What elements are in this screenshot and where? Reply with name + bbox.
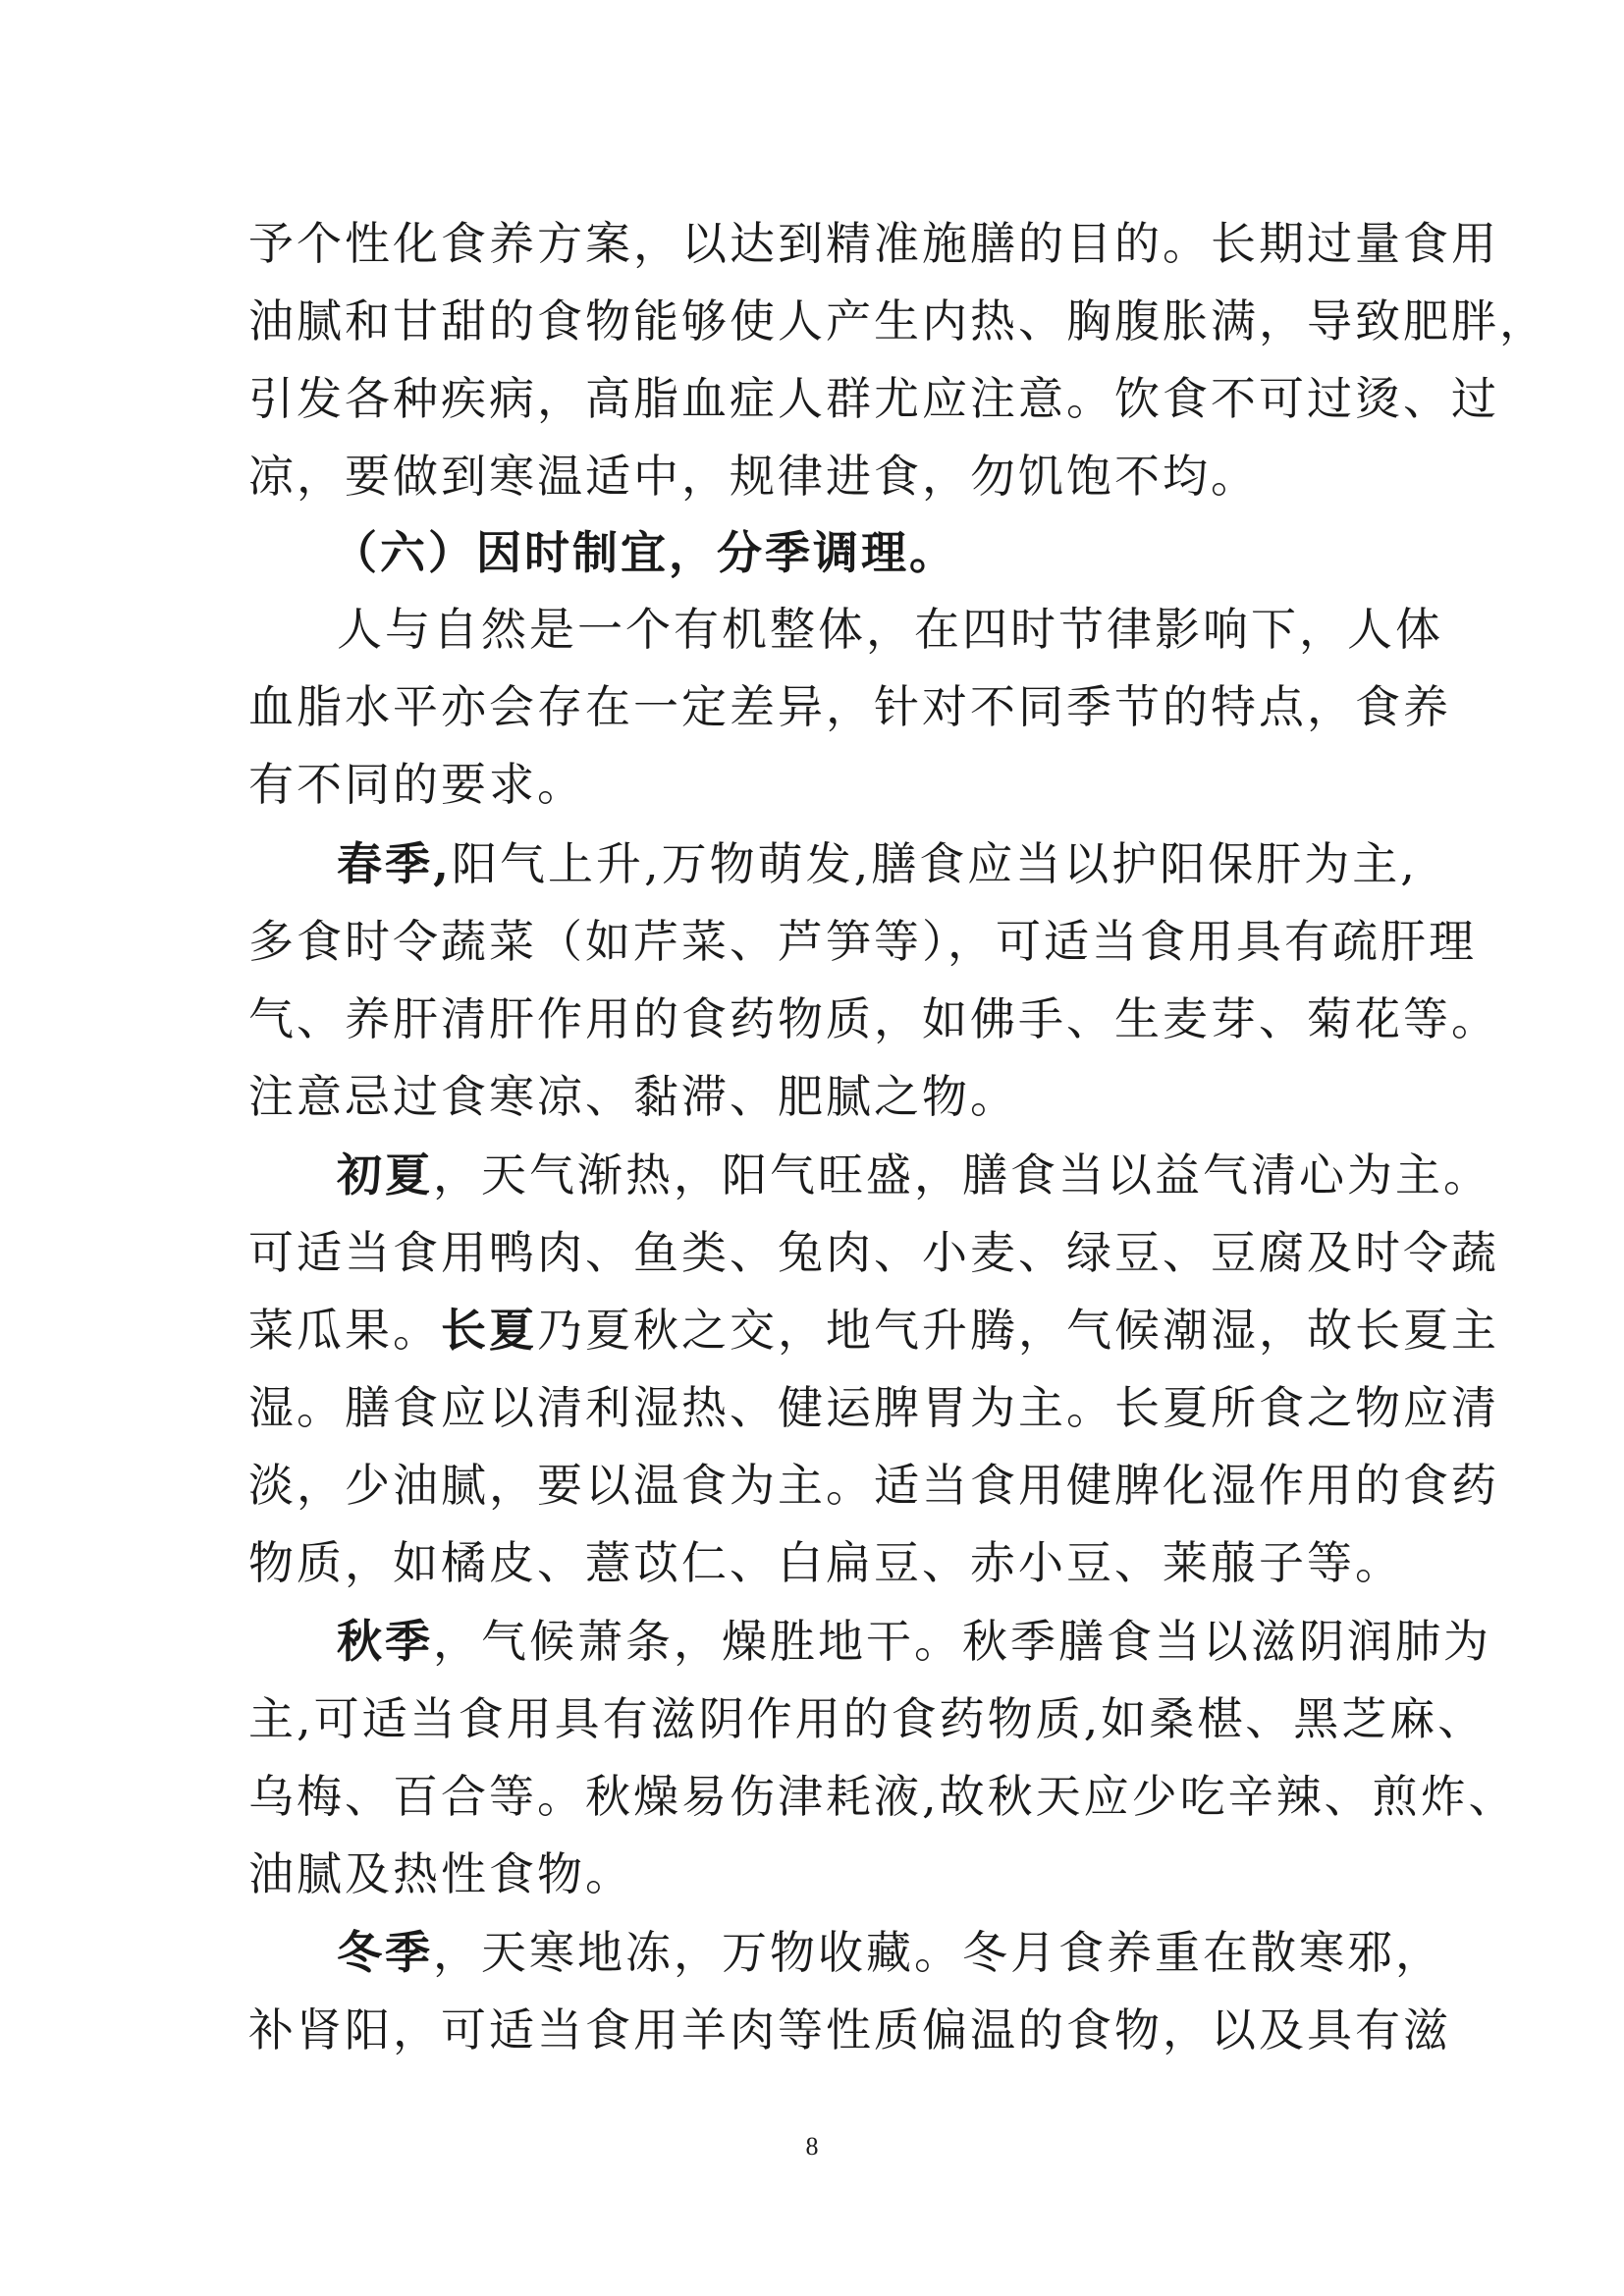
season-term-spring: 春季, [337,837,453,890]
paragraph-line: 血脂水平亦会存在一定差异，针对不同季节的特点，食养 [248,680,1451,733]
page-number: 8 [805,2132,819,2161]
season-term-autumn: 秋季 [337,1615,433,1668]
paragraph-text: 阳气上升,万物萌发,膳食应当以护阳保肝为主, [452,837,1418,890]
paragraph-line: 有不同的要求。 [248,758,585,811]
paragraph-line: 乌梅、百合等。秋燥易伤津耗液,故秋天应少吃辛辣、煎炸、 [248,1770,1517,1823]
paragraph-text: 乃夏秋之交，地气升腾，气候潮湿，故长夏主 [537,1304,1499,1357]
paragraph-line: 物质，如橘皮、薏苡仁、白扁豆、赤小豆、莱菔子等。 [248,1536,1403,1589]
paragraph-line: 引发各种疾病，高脂血症人群尤应注意。饮食不可过烫、过 [248,372,1499,425]
paragraph-line: 湿。膳食应以清利湿热、健运脾胃为主。长夏所食之物应清 [248,1381,1499,1434]
paragraph-line: 可适当食用鸭肉、鱼类、兔肉、小麦、绿豆、豆腐及时令蔬 [248,1226,1499,1279]
paragraph-line: 予个性化食养方案，以达到精准施膳的目的。长期过量食用 [248,217,1499,270]
paragraph-text: ，天寒地冻，万物收藏。冬月食养重在散寒邪， [433,1926,1443,1979]
paragraph-line: 人与自然是一个有机整体，在四时节律影响下，人体 [337,603,1443,656]
paragraph-line [337,1612,1491,1671]
paragraph-line: 油腻和甘甜的食物能够使人产生内热、胸腹胀满，导致肥胖， [248,294,1547,347]
paragraph-line: 淡，少油腻，要以温食为主。适当食用健脾化湿作用的食药 [248,1459,1499,1512]
paragraph-line [248,1301,1499,1360]
paragraph-line [337,1146,1491,1204]
paragraph-text: ，天气渐热，阳气旺盛，膳食当以益气清心为主。 [433,1148,1491,1201]
season-term-winter: 冬季 [337,1926,433,1979]
paragraph-text: ，气候萧条，燥胜地干。秋季膳食当以滋阴润肺为 [433,1615,1491,1668]
paragraph-line: 油腻及热性食物。 [248,1847,633,1900]
paragraph-line: 注意忌过食寒凉、黏滞、肥腻之物。 [248,1070,1018,1123]
paragraph-line: 多食时令蔬菜（如芹菜、芦笋等），可适当食用具有疏肝理 [248,915,1477,968]
paragraph-line [337,834,1418,893]
paragraph-line: 凉，要做到寒温适中，规律进食，勿饥饱不均。 [248,450,1259,503]
section-heading: （六）因时制宜，分季调理。 [332,526,957,579]
season-term-early-summer: 初夏 [337,1148,433,1201]
paragraph-line [337,1923,1443,1982]
paragraph-text: 菜瓜果。 [248,1304,441,1357]
paragraph-line: 补肾阳，可适当食用羊肉等性质偏温的食物，以及具有滋 [248,2003,1451,2056]
paragraph-line: 气、养肝清肝作用的食药物质，如佛手、生麦芽、菊花等。 [248,992,1499,1045]
paragraph-line: 主,可适当食用具有滋阴作用的食药物质,如桑椹、黑芝麻、 [248,1692,1487,1745]
season-term-late-summer: 长夏 [441,1304,537,1357]
